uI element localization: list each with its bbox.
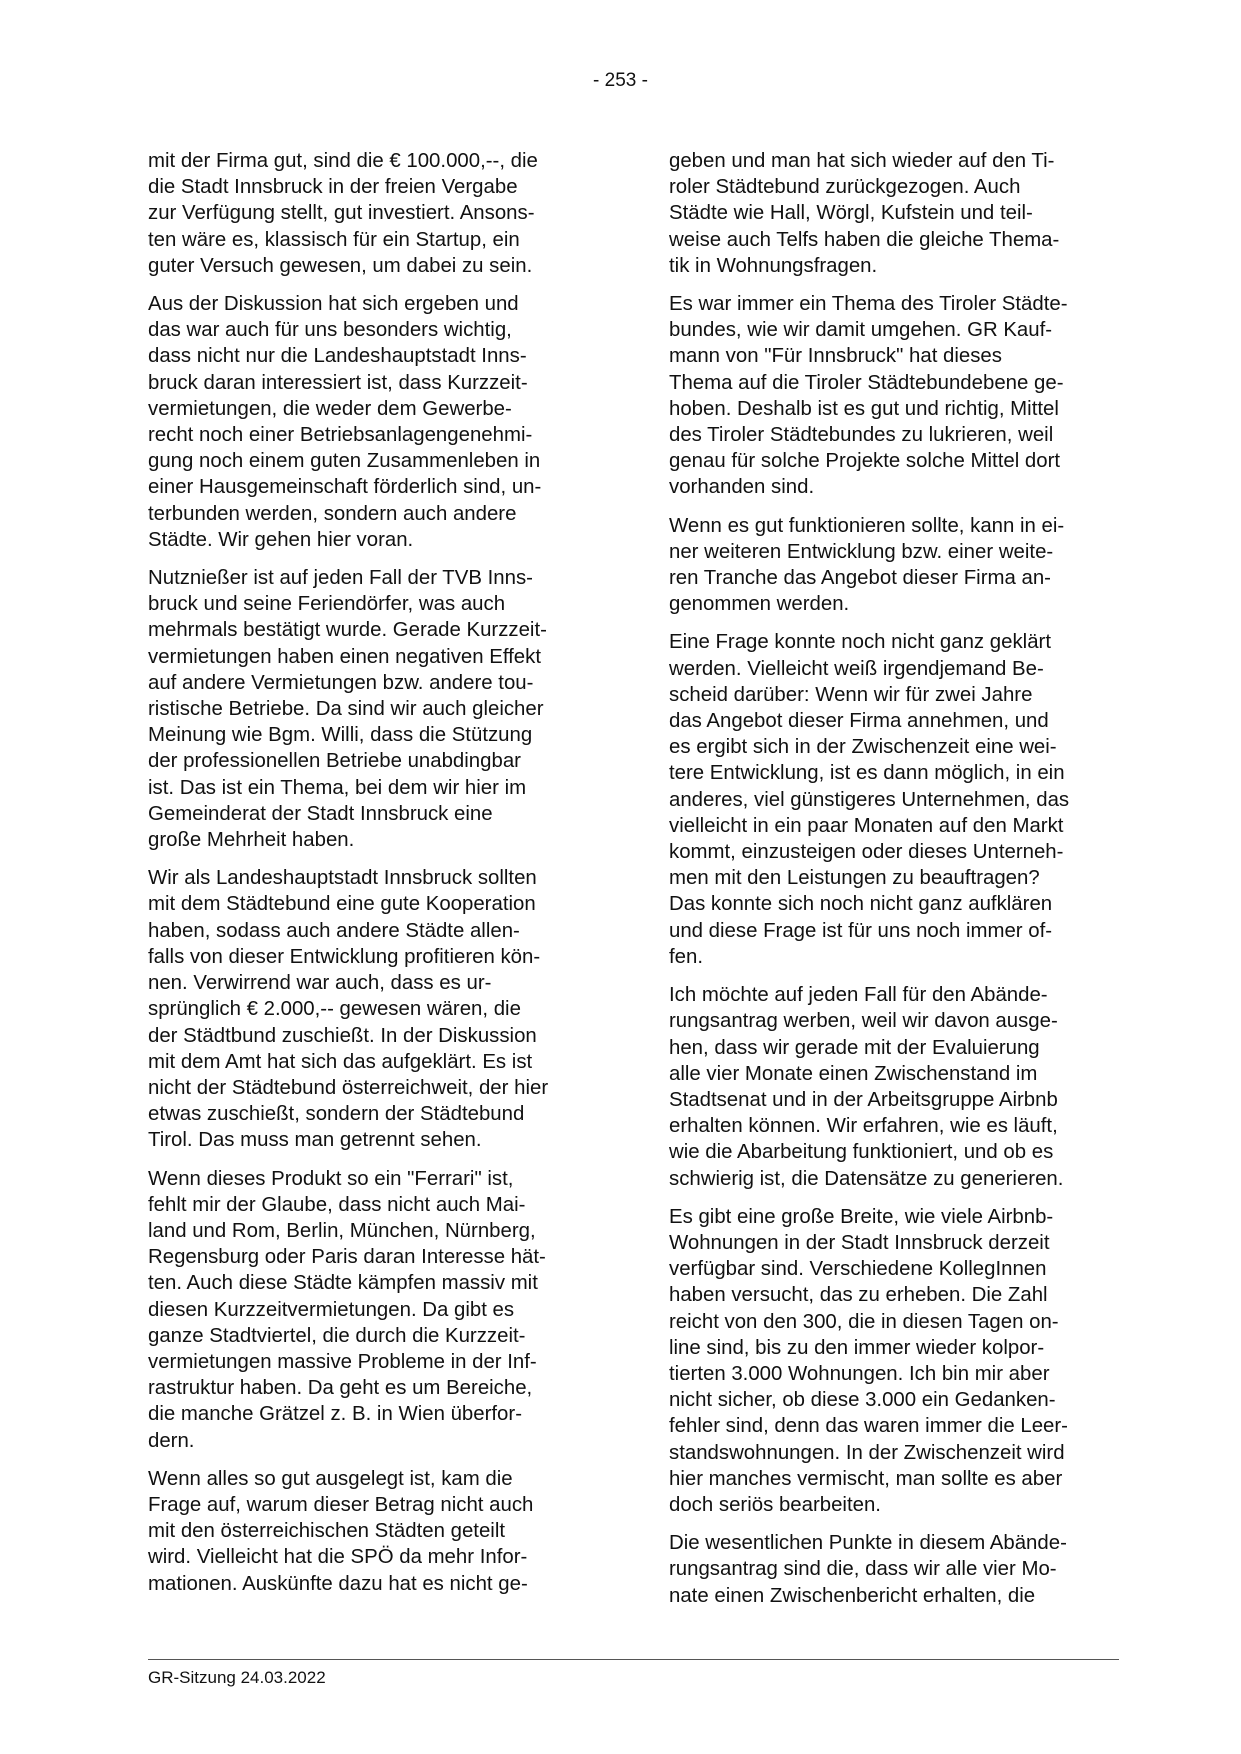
left-column [148,148,598,1609]
paragraph: Es war immer ein Thema des Tiroler Städte- bundes, wie wir damit umgehen. GR Kauf- mann von "Für Innsbruck" hat dieses Thema auf die Tiroler Städtebundebene ge- hoben. Deshalb ist es gut und richtig, Mittel des Tiroler Städtebundes zu lukrieren, weil genau für solche Projekte solche Mittel dort vorhanden sind. [669,293,1068,499]
paragraph: geben und man hat sich wieder auf den Ti- roler Städtebund zurückgezogen. Auch Städte wie Hall, Wörgl, Kufstein und teil- weise auch Telfs haben die gleiche Thema- tik in Wohnungsfragen. [669,150,1060,277]
footer-divider [148,1659,1119,1660]
paragraph: Aus der Diskussion hat sich ergeben und das war auch für uns besonders wichtig, dass nicht nur die Landeshauptstadt Inns- bruck daran interessiert ist, dass Kurzzeit- vermietungen, die weder dem Gewerbe- recht noch einer Betriebsanlagengenehmi- gung noch einem guten Zusammenleben in einer Hausgemeinschaft förderlich sind, un- terbunden werden, sondern auch andere Städte. Wir gehen hier voran. [148,293,542,551]
right-column [669,148,1119,1621]
paragraph: Ich möchte auf jeden Fall für den Abände- rungsantrag werben, weil wir davon ausge- hen, dass wir gerade mit der Evaluierung alle vier Monate einen Zwischenstand im Stadtsenat und in der Arbeitsgruppe Airbnb erhalten können. Wir erfahren, wie es läuft, wie die Abarbeitung funktioniert, und ob es schwierig ist, die Datensätze zu generieren. [669,984,1064,1190]
paragraph: mit der Firma gut, sind die € 100.000,--, die die Stadt Innsbruck in der freien Vergabe zur Verfügung stellt, gut investiert. Ansons- ten wäre es, klassisch für ein Startup, ein guter Versuch gewesen, um dabei zu sein. [148,150,538,277]
page-number: - 253 - [593,70,648,91]
paragraph: Wenn dieses Produkt so ein "Ferrari" ist, fehlt mir der Glaube, dass nicht auch Mai- land und Rom, Berlin, München, Nürnberg, Regensburg oder Paris daran Interesse hät- ten. Auch diese Städte kämpfen massiv mit diesen Kurzzeitvermietungen. Da gibt es ganze Stadtviertel, die durch die Kurzzeit- vermietungen massive Probleme in der Inf- rastruktur haben. Da geht es um Bereiche, die manche Grätzel z. B. in Wien überfor- dern. [148,1167,546,1452]
paragraph: Wir als Landeshauptstadt Innsbruck sollten mit dem Städtebund eine gute Kooperation haben, sodass auch andere Städte allen- falls von dieser Entwicklung profitieren kön- nen. Verwirrend war auch, dass es ur- sprünglich € 2.000,-- gewesen wären, die der Städtbund zuschießt. In der Diskussion mit dem Amt hat sich das aufgeklärt. Es ist nicht der Städtebund österreichweit, der hier etwas zuschießt, sondern der Städtebund Tirol. Das muss man getrennt sehen. [148,867,549,1152]
footer-session-date: GR-Sitzung 24.03.2022 [148,1668,326,1687]
paragraph: Wenn es gut funktionieren sollte, kann in ei- ner weiteren Entwicklung bzw. einer weite- ren Tranche das Angebot dieser Firma an- genommen werden. [669,514,1065,616]
paragraph: Die wesentlichen Punkte in diesem Abände- rungsantrag sind die, dass wir alle vier Mo- nate einen Zwischenbericht erhalten, die [669,1532,1067,1607]
paragraph: Es gibt eine große Breite, wie viele Airbnb- Wohnungen in der Stadt Innsbruck derzeit verfügbar sind. Verschiedene KollegInnen haben versucht, das zu erheben. Die Zahl reicht von den 300, die in diesen Tagen on- line sind, bis zu den immer wieder kolpor- tierten 3.000 Wohnungen. Ich bin mir aber nicht sicher, ob diese 3.000 ein Gedanken- fehler sind, denn das waren immer die Leer- standswohnungen. In der Zwischenzeit wird hier manches vermischt, man sollte es aber doch seriös bearbeiten. [669,1205,1068,1516]
paragraph: Nutznießer ist auf jeden Fall der TVB Inns- bruck und seine Feriendörfer, was auch mehrmals bestätigt wurde. Gerade Kurzzeit- vermietungen haben einen negativen Effekt auf andere Vermietungen bzw. andere tou- ristische Betriebe. Da sind wir auch gleicher Meinung wie Bgm. Willi, dass die Stützung der professionellen Betriebe unabdingbar ist. Das ist ein Thema, bei dem wir hier im Gemeinderat der Stadt Innsbruck eine große Mehrheit haben. [148,567,547,852]
paragraph: Eine Frage konnte noch nicht ganz geklärt werden. Vielleicht weiß irgendjemand Be- scheid darüber: Wenn wir für zwei Jahre das Angebot dieser Firma annehmen, und es ergibt sich in der Zwischenzeit eine wei- tere Entwicklung, ist es dann möglich, in ein anderes, viel günstigeres Unternehmen, das vielleicht in ein paar Monaten auf den Markt kommt, einzusteigen oder dieses Unterneh- men mit den Leistungen zu beauftragen? Das konnte sich noch nicht ganz aufklären und diese Frage ist für uns noch immer of- fen. [669,631,1070,968]
paragraph: Wenn alles so gut ausgelegt ist, kam die Frage auf, warum dieser Betrag nicht auch mit den österreichischen Städten geteilt wird. Vielleicht hat die SPÖ da mehr Infor- mationen. Auskünfte dazu hat es nicht ge- [148,1467,534,1595]
